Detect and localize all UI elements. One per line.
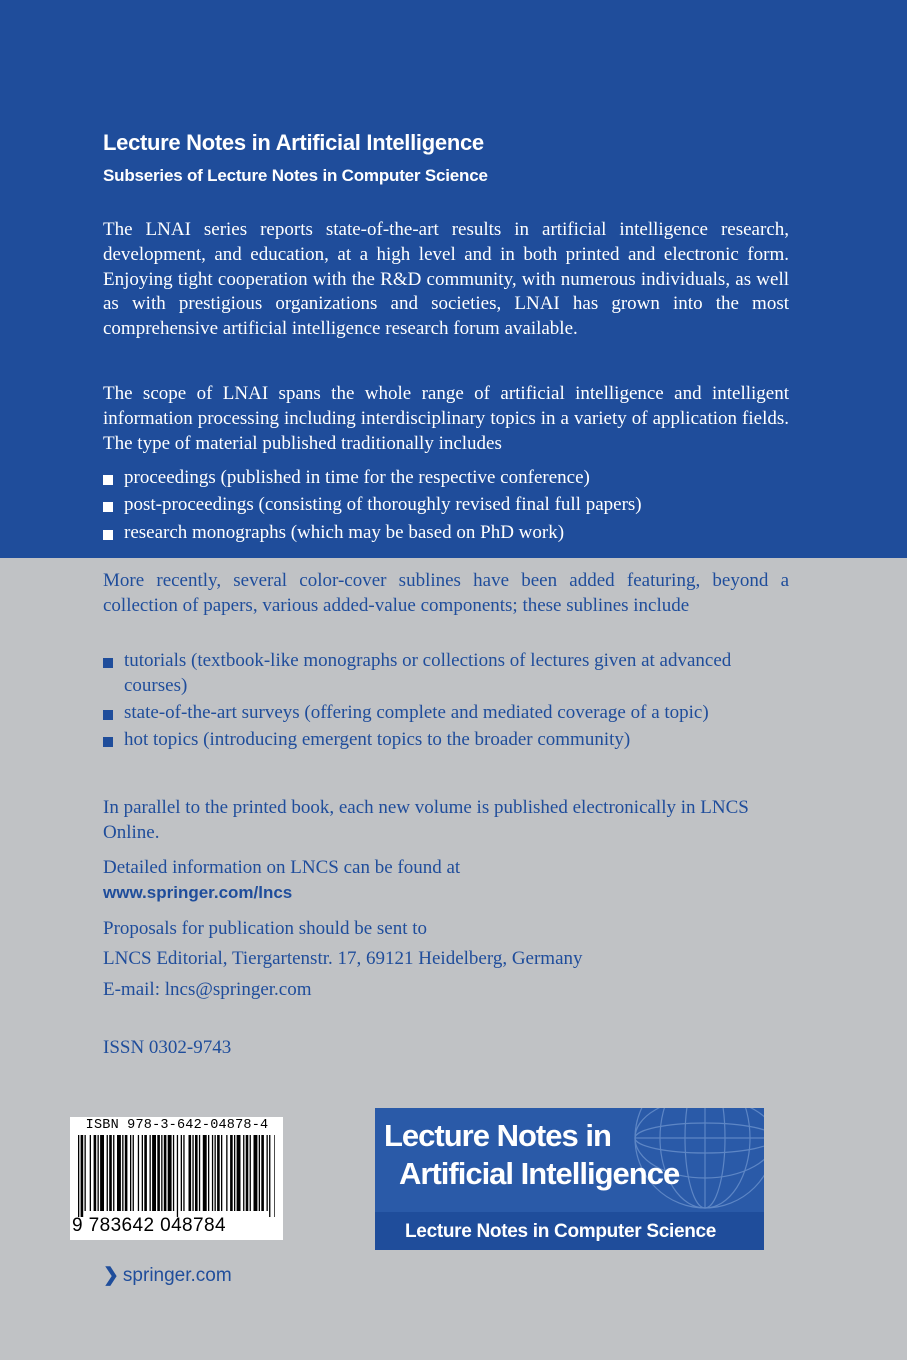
- bullet-square-icon: [103, 475, 113, 485]
- chevron-right-icon: ❯: [103, 1265, 119, 1286]
- barcode-bar: [254, 1135, 258, 1211]
- barcode-bar: [98, 1135, 99, 1211]
- online-paragraph: In parallel to the printed book, each new volume is published electronically in LNCS Online.: [103, 797, 749, 843]
- sublines-paragraph: More recently, several color-cover sublines have been added featuring, beyond a collection of papers, various added-value components; these sublines include: [103, 570, 789, 616]
- list-item: tutorials (textbook-like monographs or collections of lectures given at advanced courses): [103, 649, 743, 699]
- series-title: Lecture Notes in Artificial Intelligence: [103, 130, 484, 155]
- barcode-bar: [161, 1135, 162, 1211]
- barcode-bar: [78, 1135, 79, 1217]
- barcode-bar: [109, 1135, 112, 1211]
- barcode-bar: [274, 1135, 275, 1217]
- list-item: hot topics (introducing emergent topics to the broader community): [103, 728, 743, 753]
- barcode-bar: [192, 1135, 193, 1211]
- barcode-bar: [164, 1135, 167, 1211]
- barcode-bar: [142, 1135, 143, 1211]
- barcode-bar: [230, 1135, 233, 1211]
- barcode-bar: [183, 1135, 184, 1211]
- barcode-bar: [267, 1135, 268, 1211]
- scope-paragraph: The scope of LNAI spans the whole range of artificial intelligence and intelligent information processing including interdisciplinary topics in a variety of application fields. The type of material published traditionally includes: [103, 383, 789, 454]
- intro-paragraph: The LNAI series reports state-of-the-art results in artificial intelligence research, development, and education, at a high level and in both printed and electronic form. Enjoying tight cooperation with the R&D community, with numerous individuals, as well as with prestigious organizations and societies, LNAI has grown into the most comprehensive artificial intelligence research forum available.: [103, 219, 789, 340]
- list-item: research monographs (which may be based on PhD work): [103, 521, 789, 546]
- barcode-bar: [117, 1135, 121, 1211]
- barcode-bar: [177, 1135, 178, 1217]
- barcode-bar: [189, 1135, 192, 1211]
- proposals-line: Proposals for publication should be sent to: [103, 918, 428, 939]
- barcode-bar: [261, 1135, 264, 1211]
- sublines-list: [103, 649, 743, 756]
- barcode-bar: [138, 1135, 139, 1211]
- series-subtitle: Subseries of Lecture Notes in Computer Science: [103, 166, 488, 185]
- bullet-square-icon: [103, 530, 113, 540]
- barcode-bar: [130, 1135, 131, 1211]
- barcode-bar: [212, 1135, 213, 1211]
- info-paragraph: Detailed information on LNCS can be found at www.springer.com/lncs: [103, 857, 461, 902]
- springer-link[interactable]: ❯ springer.com: [103, 1265, 232, 1286]
- bullet-square-icon: [103, 502, 113, 512]
- series-logo-badge: [375, 1108, 764, 1250]
- email-line[interactable]: E-mail: lncs@springer.com: [103, 979, 312, 1000]
- barcode-bar: [259, 1135, 260, 1211]
- ean-digits: 9 783642 048784: [72, 1215, 226, 1236]
- barcode-bar: [113, 1135, 114, 1211]
- barcode-bar: [85, 1135, 86, 1211]
- barcode-bar: [125, 1135, 128, 1211]
- barcode-block: [70, 1117, 283, 1240]
- barcode-bar: [122, 1135, 123, 1211]
- bullet-square-icon: [103, 710, 113, 720]
- badge-title-line1: Lecture Notes in: [384, 1118, 611, 1153]
- barcode-bar: [221, 1135, 222, 1211]
- list-item: proceedings (published in time for the respective conference): [103, 466, 789, 491]
- barcode-bar: [269, 1135, 270, 1217]
- barcode-bar: [203, 1135, 207, 1211]
- badge-strip-text: Lecture Notes in Computer Science: [405, 1221, 717, 1242]
- barcode-bar: [226, 1135, 227, 1211]
- badge-strip: [375, 1212, 764, 1250]
- address-line: LNCS Editorial, Tiergartenstr. 17, 69121 Heidelberg, Germany: [103, 948, 583, 969]
- barcode-bar: [144, 1135, 147, 1211]
- barcode-bar: [168, 1135, 172, 1211]
- bullet-square-icon: [103, 737, 113, 747]
- barcode-bar: [173, 1135, 174, 1211]
- barcode-bar: [208, 1135, 209, 1211]
- barcode-bar: [181, 1135, 182, 1211]
- barcode-bar: [100, 1135, 104, 1211]
- barcode-icon: [78, 1135, 275, 1217]
- isbn-label: ISBN 978-3-642-04878-4: [85, 1118, 269, 1133]
- list-item: state-of-the-art surveys (offering complete and mediated coverage of a topic): [103, 701, 743, 726]
- barcode-bar: [107, 1135, 108, 1211]
- barcode-bar: [237, 1135, 241, 1211]
- barcode-bar: [133, 1135, 134, 1211]
- bullet-square-icon: [103, 658, 113, 668]
- barcode-bar: [157, 1135, 160, 1211]
- barcode-bar: [152, 1135, 156, 1211]
- issn-line: ISSN 0302-9743: [103, 1037, 232, 1058]
- badge-title-line2: Artificial Intelligence: [399, 1156, 680, 1191]
- barcode-bar: [217, 1135, 220, 1211]
- barcode-bar: [90, 1135, 91, 1211]
- barcode-bar: [250, 1135, 251, 1211]
- list-item: post-proceedings (consisting of thoroughly revised final full papers): [103, 493, 789, 518]
- lncs-url-link[interactable]: www.springer.com/lncs: [103, 882, 293, 902]
- material-list: [103, 466, 789, 548]
- barcode-bar: [246, 1135, 249, 1211]
- barcode-bar: [243, 1135, 244, 1211]
- barcode-bar: [199, 1135, 200, 1211]
- barcode-bar: [94, 1135, 97, 1211]
- barcode-bar: [234, 1135, 235, 1211]
- barcode-bar: [215, 1135, 216, 1211]
- barcode-bar: [195, 1135, 198, 1211]
- barcode-bar: [150, 1135, 151, 1211]
- barcode-bar: [81, 1135, 84, 1217]
